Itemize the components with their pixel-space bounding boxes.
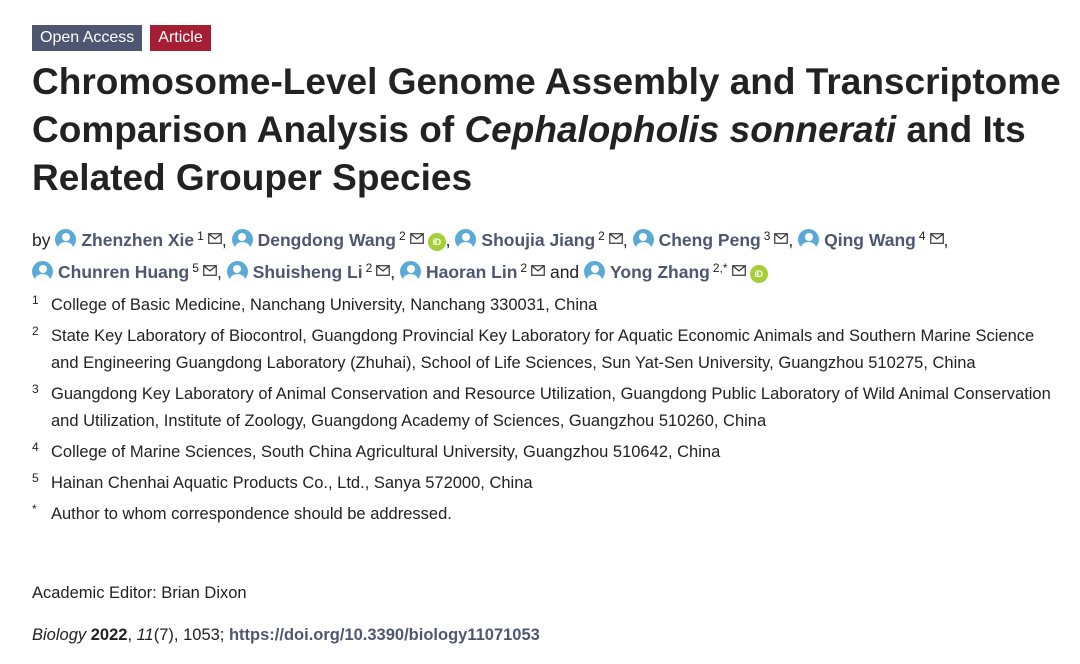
doi-link[interactable]: https://doi.org/10.3390/biology11071053 [228,626,540,644]
user-avatar-icon [55,229,76,250]
citation-volume: 11 [136,626,154,644]
academic-editor: Academic Editor: Brian Dixon [32,584,247,602]
author-item[interactable] [55,230,221,250]
author-item[interactable] [32,262,217,282]
author-affiliation-sup: 2 [398,229,406,243]
author-item[interactable] [400,262,545,282]
article-type-badge[interactable]: Article [150,25,210,51]
author-item[interactable] [232,230,446,250]
mail-icon[interactable] [732,265,746,276]
mail-icon[interactable] [930,233,944,244]
affiliation-number: * [32,502,37,516]
affiliation-text: Hainan Chenhai Aquatic Products Co., Ltd., Sanya 572000, China [51,474,533,492]
affiliation-list [32,292,1062,532]
and-word: and [549,262,580,282]
orcid-icon[interactable]: iD [428,233,446,251]
author-name[interactable]: Cheng Peng [658,230,761,250]
affiliation-number: 3 [32,382,39,396]
author-item[interactable] [633,230,789,250]
affiliation-item [32,470,1062,497]
author-name[interactable]: Yong Zhang [610,262,710,282]
author-name[interactable]: Dengdong Wang [257,230,396,250]
author-list: by Zhenzhen Xie $^1$ , Dengdong Wang $^2$ iD , Shoujia Jiang $^2$ , Cheng Peng $^3$ , Qing Wang $^4$ , Chunren Huang $^5$ , Shuisheng Li $^2$ , Haoran Lin $^2$ and Yong Zhang $^{2,*}$ iD [32,229,949,282]
author-name[interactable]: Qing Wang [824,230,916,250]
affiliation-item [32,323,1062,377]
affiliation-item [32,439,1062,466]
title-species-italic: Cephalopholis sonnerati [464,109,897,150]
user-avatar-icon [400,261,421,282]
by-label: by [32,230,51,250]
title-part-1: Chromosome-Level Genome Assembly and Transcriptome Comparison Analysis of [32,61,1061,150]
author-name[interactable]: Shuisheng Li [252,262,363,282]
author-affiliation-sup: 2 [598,229,605,243]
author-affiliation-sup: 2,* [712,261,728,275]
user-avatar-icon [798,229,819,250]
author-name[interactable]: Zhenzhen Xie [81,230,195,250]
mail-icon[interactable] [609,233,623,244]
citation-year: 2022 [90,626,128,644]
affiliation-number: 1 [32,293,39,307]
mail-icon[interactable] [208,233,222,244]
author-item[interactable] [227,262,391,282]
user-avatar-icon [227,261,248,282]
author-affiliation-sup: 5 [192,261,199,275]
author-name[interactable]: Shoujia Jiang [481,230,596,250]
affiliation-text: College of Marine Sciences, South China Agricultural University, Guangzhou 510642, China [51,443,721,461]
citation-article-number: , 1053; [173,626,229,644]
affiliation-item [32,292,1062,319]
mail-icon[interactable] [203,265,217,276]
affiliation-number: 4 [32,440,39,454]
citation: Biology 2022, 11(7), 1053; https://doi.org/10.3390/biology11071053 [32,626,540,644]
mail-icon[interactable] [774,233,788,244]
author-affiliation-sup: 2 [520,261,528,275]
open-access-badge[interactable]: Open Access [32,25,142,51]
orcid-icon[interactable]: iD [750,265,768,283]
mail-icon[interactable] [410,233,424,244]
user-avatar-icon [584,261,605,282]
badge-group [32,25,211,51]
title-part-2: and Its Related Grouper Species [32,109,1026,198]
affiliation-item [32,501,1062,528]
author-name[interactable]: Chunren Huang [58,262,190,282]
affiliation-text: Author to whom correspondence should be addressed. [51,505,452,523]
article-title [32,58,1062,202]
author-affiliation-sup: 4 [918,229,926,243]
user-avatar-icon [232,229,253,250]
user-avatar-icon [455,229,476,250]
user-avatar-icon [32,261,53,282]
user-avatar-icon [633,229,654,250]
author-item[interactable] [798,230,943,250]
author-item[interactable] [584,262,767,282]
author-name[interactable]: Haoran Lin [426,262,518,282]
citation-journal: Biology [32,626,87,644]
affiliation-text: Guangdong Key Laboratory of Animal Conservation and Resource Utilization, Guangdong Public Laboratory of Wild Animal Conservation and Utilization, Institute of Zoology, Guangdong Academy of Sciences, Guangzhou 510260, China [51,385,1051,430]
mail-icon[interactable] [531,265,545,276]
author-item[interactable] [455,230,622,250]
mail-icon[interactable] [376,265,390,276]
citation-issue: (7) [153,626,174,644]
affiliation-number: 5 [32,471,39,485]
affiliation-text: State Key Laboratory of Biocontrol, Guangdong Provincial Key Laboratory for Aquatic Economic Animals and Southern Marine Science and Engineering Guangdong Laboratory (Zhuhai), School of Life Sciences, Sun Yat-Sen University, Guangzhou 510275, China [51,327,1035,372]
author-affiliation-sup: 1 [197,229,204,243]
author-affiliation-sup: 2 [365,261,373,275]
affiliation-item [32,381,1062,435]
affiliation-text: College of Basic Medicine, Nanchang University, Nanchang 330031, China [51,296,598,314]
affiliation-number: 2 [32,324,39,338]
author-affiliation-sup: 3 [763,229,771,243]
